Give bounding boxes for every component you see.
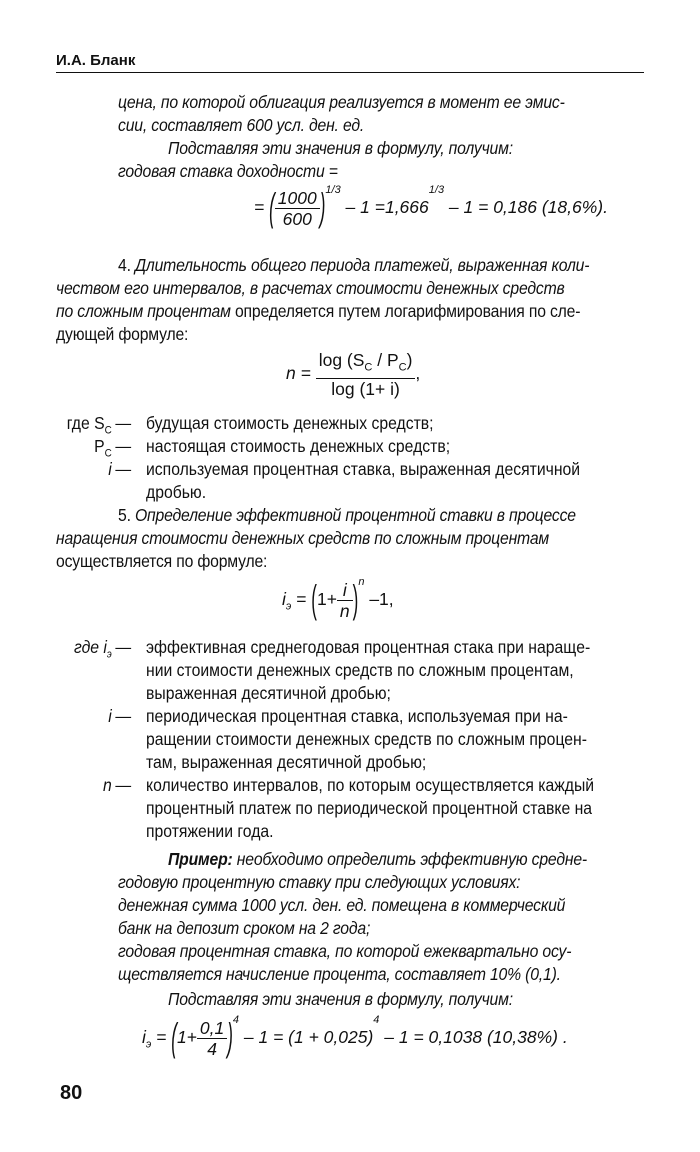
intro-line-1: цена, по которой облигация реализуется в момент ее эмис- [118,92,565,112]
formula-period-num-a: log (S [318,350,365,370]
formula-effective-eq: = [296,589,307,610]
definition-symbol [56,705,112,728]
formula-yield-tail-a: – 1 =1,666 [340,197,429,218]
left-paren: ( [171,1015,177,1060]
section4-line-1 [118,254,589,277]
example-label: Пример: [168,849,233,869]
header-rule [56,72,644,73]
definition-text: периодическая процентная ставка, используемая при на- [146,706,568,726]
intro-line-3: Подставляя эти значения в формулу, получим: [168,138,513,158]
formula-example-tail-b: – 1 = 0,1038 (10,38%) . [379,1027,568,1048]
formula-effective-one-plus: 1+ [316,589,337,610]
section5-line-1 [118,504,576,527]
example-line-2: годовую процентную ставку при следующих условиях: [118,872,521,892]
example-line-4: банк на депозит сроком на 2 года; [118,918,371,938]
definition-text: там, выраженная десятичной дробью; [146,752,427,772]
formula-period-numerator [316,350,416,379]
formula-period-tail: , [415,362,421,383]
section4-line-3 [56,300,580,323]
formula-example-lhs-sub: э [145,1038,152,1051]
formula-example-exponent: 4 [232,1014,240,1026]
left-paren: ( [269,185,275,230]
definition-row [56,636,650,659]
definition-symbol [56,458,112,481]
formula-effective-fraction [337,580,353,621]
definition-text: процентный платеж по периодической процентной ставке на [146,798,593,818]
definition-text: будущая стоимость денежных средств; [146,413,434,433]
formula-period-num-end: ) [406,350,413,370]
definition-dash: — [115,706,132,726]
formula-example-numerator: 0,1 [197,1018,227,1039]
definition-text: протяжении года. [146,821,274,841]
definitions-list-2 [56,636,650,843]
formula-yield-eq: = [254,197,265,218]
formula-yield [254,184,608,230]
formula-yield-tail-exponent: 1/3 [428,184,445,196]
definition-symbol [56,774,112,797]
definition-symbol-text: где i [73,637,107,657]
formula-period-num-sub: C [364,361,373,374]
formula-period [286,350,420,399]
section4-line-3-rest: определяется путем логарифмирования по сле- [230,301,581,321]
formula-yield-denominator: 600 [282,209,312,229]
definition-symbol-text: где S [66,413,105,433]
example-line-1-text: необходимо определить эффективную средне- [232,849,587,869]
formula-example-denominator: 4 [207,1039,217,1059]
definition-symbol-text: n [103,775,112,795]
definition-row-continuation [56,797,650,820]
definition-row [56,435,632,458]
section4-line-2: чеством его интервалов, в расчетах стоимости денежных средств [56,278,565,298]
definition-symbol-sub: э [106,648,112,661]
formula-effective-lhs: i [282,589,286,610]
definition-dash: — [115,775,132,795]
page-number: 80 [60,1082,83,1104]
formula-effective-tail: –1, [364,589,394,610]
definition-dash: — [115,413,132,433]
intro-line-4: годовая ставка доходности = [118,161,338,181]
definition-row-continuation [56,751,650,774]
definition-row-continuation [56,659,650,682]
definition-text: выраженная десятичной дробью; [146,683,391,703]
definitions-list-1 [56,412,632,504]
definition-symbol-text: i [108,706,112,726]
formula-example-one-plus: 1+ [176,1027,197,1048]
running-header-author: И.А. Бланк [56,52,136,69]
formula-period-num-mid: / P [372,350,399,370]
intro-line-2: сии, составляет 600 усл. ден. ед. [118,115,365,135]
definition-row [56,412,632,435]
definition-text: ращении стоимости денежных средств по сложным процен- [146,729,587,749]
formula-yield-tail-b: – 1 = 0,186 (18,6%). [444,197,608,218]
formula-example-lhs: i [142,1027,146,1048]
section5-number: 5. [118,505,135,525]
definition-text: используемая процентная ставка, выраженная десятичной [146,459,581,479]
formula-effective-denominator: n [339,601,350,621]
formula-period-fraction [316,350,416,399]
right-paren: ) [227,1015,233,1060]
definition-dash: — [115,459,132,479]
formula-effective-rate [282,576,394,622]
section5-heading: Определение эффективной процентной ставки в процессе [134,505,576,525]
definition-text: эффективная среднегодовая процентная стака при наращe- [146,637,591,657]
formula-example-result [142,1014,568,1060]
formula-effective-numerator: i [337,580,353,601]
section4-line-4: дующей формуле: [56,324,189,344]
definition-row [56,458,632,481]
example-line-5: годовая процентная ставка, по которой ежеквартально осу- [118,941,572,961]
definition-text: количество интервалов, по которым осуществляется каждый [146,775,595,795]
formula-yield-fraction [275,188,320,229]
definition-dash: — [115,637,132,657]
section4-number: 4. [118,255,135,275]
section5-line-2: наращения стоимости денежных средств по сложным процентам [56,528,550,548]
section5-line-3: осуществляется по формуле: [56,551,268,571]
formula-effective-exponent: n [358,576,365,588]
formula-yield-numerator: 1000 [275,188,320,209]
right-paren: ) [319,185,326,230]
formula-yield-exponent: 1/3 [325,184,341,196]
section4-heading: Длительность общего периода платежей, выраженная коли- [134,255,590,275]
definition-row-continuation [56,728,650,751]
definition-text: нии стоимости денежных средств по сложным процентам, [146,660,574,680]
example-line-6: ществляется начисление процента, составляет 10% (0,1). [118,964,561,984]
formula-example-eq: = [151,1027,167,1048]
formula-period-lhs: n = [286,362,311,383]
formula-effective-lhs-sub: э [285,600,292,613]
formula-example-tail-a: – 1 = (1 + 0,025) [239,1027,374,1048]
definition-dash: — [115,436,132,456]
definition-symbol-text: i [108,459,112,479]
formula-example-tail-exponent: 4 [373,1014,380,1026]
formula-period-denominator: log (1+ i) [331,378,400,399]
definition-symbol-text: P [94,436,105,456]
example-line-1 [168,848,587,871]
example-line-7: Подставляя эти значения в формулу, получим: [168,989,513,1009]
right-paren: ) [352,577,359,622]
definition-row-continuation [56,820,650,843]
definition-text-continuation: дробью. [146,482,207,502]
left-paren: ( [311,577,317,622]
formula-example-fraction [197,1018,227,1059]
definition-row-continuation [56,682,650,705]
definition-symbol-sub: C [104,424,112,437]
formula-period-num-sub2: C [398,361,407,374]
section4-line-3-italic: по сложным процентам [56,301,231,321]
definition-row [56,705,650,728]
definition-symbol-sub: C [104,447,112,460]
definition-row [56,774,650,797]
definition-row-continuation [56,481,632,504]
example-line-3: денежная сумма 1000 усл. ден. ед. помещена в коммерческий [118,895,566,915]
definition-text: настоящая стоимость денежных средств; [146,436,451,456]
